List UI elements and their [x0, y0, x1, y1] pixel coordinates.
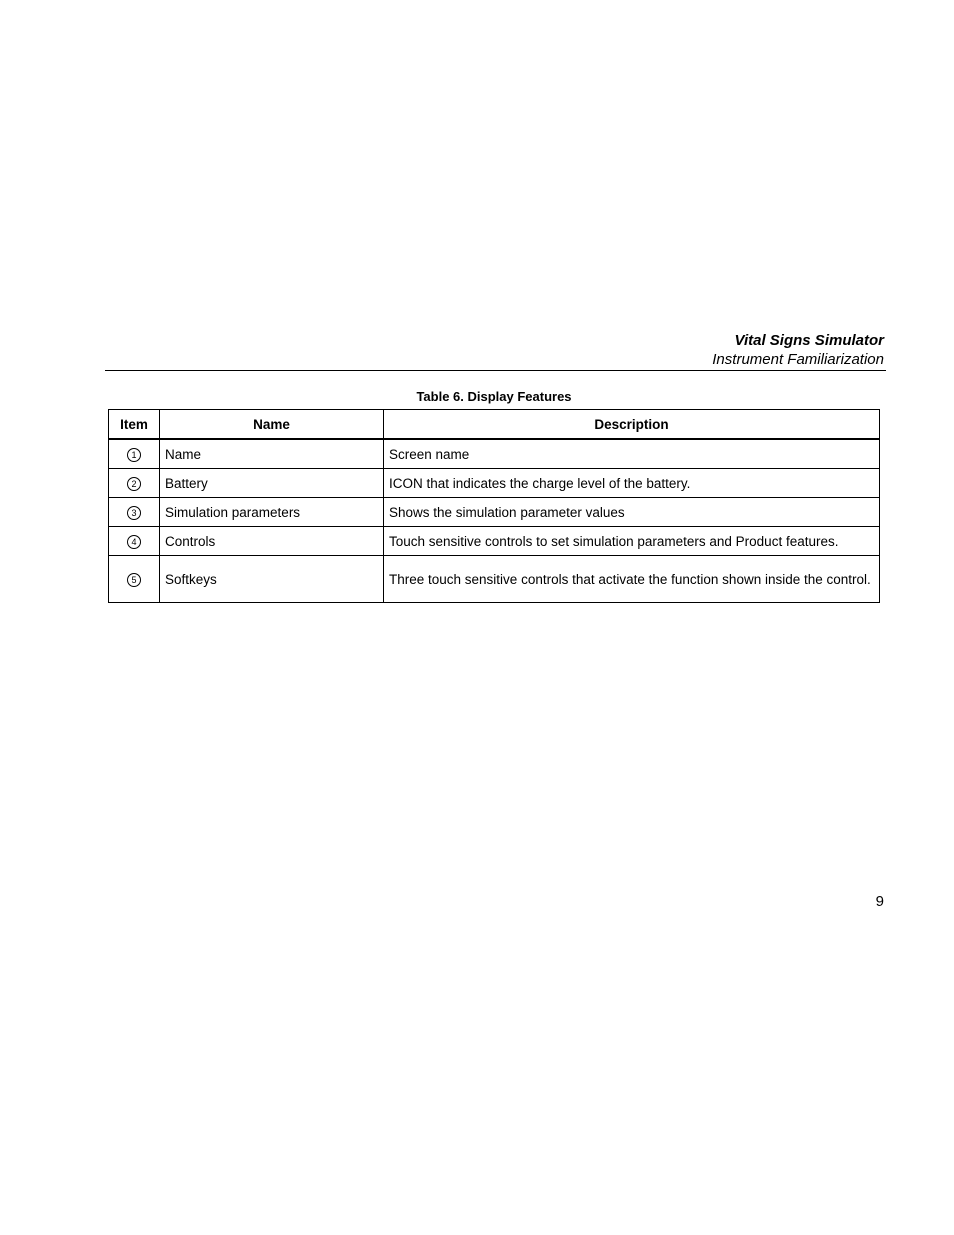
document-title: Vital Signs Simulator [734, 332, 884, 349]
table-row [109, 469, 880, 498]
name-cell: Battery [160, 469, 384, 498]
item-cell [109, 498, 160, 527]
description-cell: ICON that indicates the charge level of the battery. [384, 469, 880, 498]
column-header-name: Name [160, 410, 384, 440]
description-cell: Three touch sensitive controls that activate the function shown inside the control. [384, 556, 880, 603]
table-caption: Table 6. Display Features [416, 389, 572, 404]
table-row [109, 498, 880, 527]
circled-number: 2 [127, 477, 141, 491]
description-cell: Screen name [384, 439, 880, 469]
item-cell [109, 527, 160, 556]
name-cell: Controls [160, 527, 384, 556]
item-cell [109, 439, 160, 469]
name-cell: Softkeys [160, 556, 384, 603]
page-number: 9 [875, 893, 884, 910]
name-cell: Name [160, 439, 384, 469]
circled-number: 4 [127, 535, 141, 549]
item-cell [109, 556, 160, 603]
table-header-row [109, 410, 880, 440]
circled-number: 3 [127, 506, 141, 520]
table-row [109, 556, 880, 603]
column-header-item: Item [109, 410, 160, 440]
section-title: Instrument Familiarization [712, 351, 884, 368]
table-row [109, 527, 880, 556]
description-cell: Touch sensitive controls to set simulation parameters and Product features. [384, 527, 880, 556]
circled-number: 5 [127, 573, 141, 587]
name-cell: Simulation parameters [160, 498, 384, 527]
item-cell [109, 469, 160, 498]
description-cell: Shows the simulation parameter values [384, 498, 880, 527]
table-row [109, 439, 880, 469]
header-rule [105, 370, 886, 371]
circled-number: 1 [127, 448, 141, 462]
column-header-description: Description [384, 410, 880, 440]
display-features-table [108, 409, 880, 603]
running-header [712, 331, 884, 369]
